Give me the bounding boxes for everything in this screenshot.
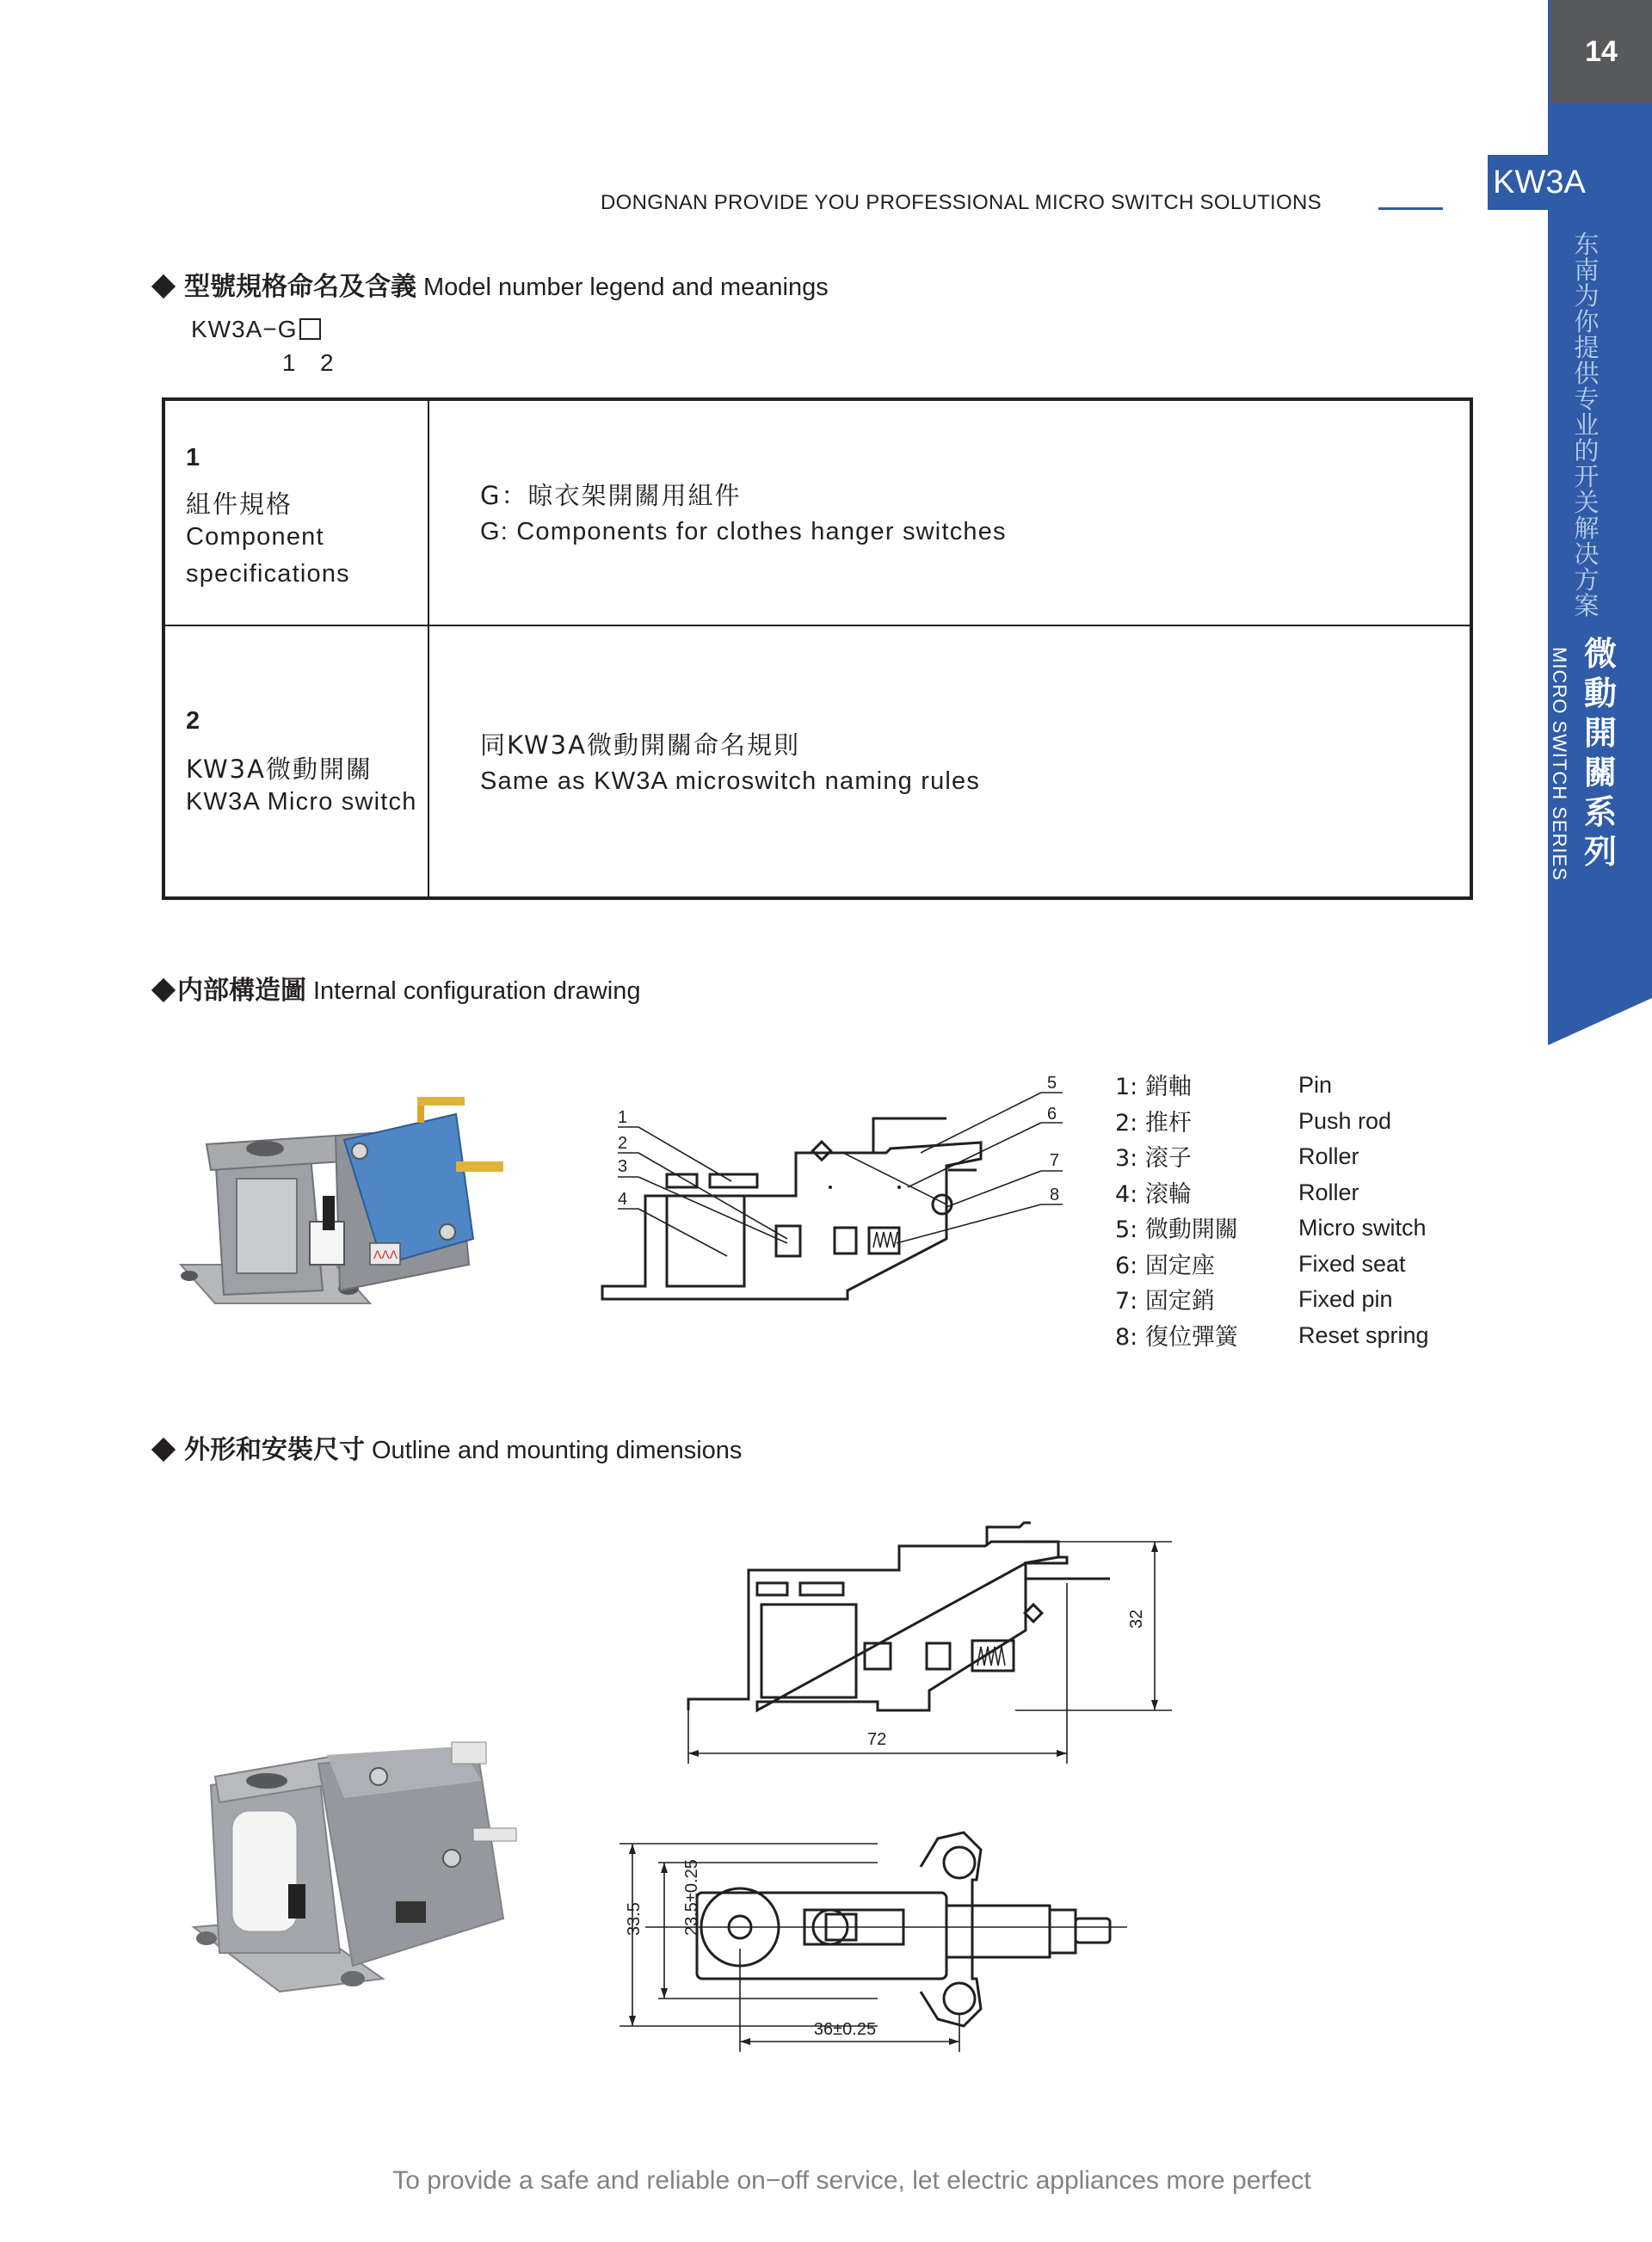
side-series-cn — [1581, 635, 1620, 872]
side-slogan-char: 关 — [1574, 490, 1600, 517]
product-photo-internal — [172, 1093, 559, 1333]
product-photo-outline — [168, 1729, 572, 2013]
dim-hole-spacing: 23.5±0.25 — [682, 1859, 701, 1936]
side-slogan-char: 方 — [1574, 567, 1600, 594]
outline-heading-cn: 外形和安裝尺寸 — [184, 1435, 365, 1465]
part-6-en: Fixed seat — [1298, 1250, 1406, 1277]
part-6-cn: 6: 固定座 — [1115, 1252, 1215, 1279]
part-1-cn: 1: 銷軸 — [1115, 1074, 1192, 1100]
row1-desc-en: G: Components for clothes hanger switches — [480, 518, 1007, 545]
dim-overall: 33.5 — [625, 1902, 644, 1936]
internal-heading-cn: 内部構造圖 — [177, 976, 306, 1006]
code-position-2: 2 — [320, 349, 334, 376]
row1-name-en-2: specifications — [186, 560, 350, 588]
outline-top-view — [620, 1828, 1153, 2069]
callout-6: 6 — [1047, 1105, 1057, 1124]
part-4-en: Roller — [1298, 1179, 1359, 1205]
side-slogan-char: 案 — [1574, 593, 1600, 620]
part-7-en: Fixed pin — [1298, 1286, 1393, 1312]
part-5-cn: 5: 微動開關 — [1115, 1216, 1238, 1243]
part-8-cn: 8: 復位彈簧 — [1115, 1323, 1238, 1351]
side-series-char: 列 — [1583, 835, 1617, 871]
callout-1: 1 — [618, 1108, 628, 1127]
side-series-char: 系 — [1583, 795, 1617, 831]
row1-desc-cn: G：晾衣架開關用組件 — [480, 481, 742, 510]
side-series-char: 微 — [1583, 637, 1617, 673]
part-2-en: Push rod — [1298, 1107, 1392, 1134]
outline-heading — [148, 1428, 742, 1466]
parts-list-cn — [1115, 1069, 1253, 1355]
table-divider-h — [165, 625, 1470, 626]
part-3-cn: 3: 滚子 — [1115, 1145, 1192, 1172]
callout-2: 2 — [618, 1134, 628, 1153]
callout-7: 7 — [1050, 1151, 1060, 1170]
side-slogan-char: 解 — [1574, 515, 1600, 543]
callout-4: 4 — [618, 1190, 628, 1209]
part-5-en: Micro switch — [1298, 1215, 1427, 1241]
row2-name-en: KW3A Micro switch — [186, 788, 417, 816]
parts-list-en — [1298, 1068, 1470, 1353]
dim-height: 32 — [1127, 1609, 1146, 1629]
dim-width: 72 — [867, 1730, 887, 1749]
row1-name-cn: 組件規格 — [186, 490, 293, 519]
row1-num: 1 — [186, 444, 200, 471]
part-4-cn: 4: 滚輪 — [1115, 1180, 1192, 1208]
part-2-cn: 2: 推杆 — [1115, 1109, 1192, 1136]
callout-3: 3 — [618, 1157, 628, 1176]
outline-side-view — [671, 1514, 1187, 1781]
side-slogan-char: 你 — [1574, 309, 1600, 336]
callout-8: 8 — [1050, 1186, 1060, 1204]
table-divider-v — [428, 401, 429, 896]
side-slogan-char: 专 — [1574, 386, 1600, 414]
diamond-bullet-icon — [151, 978, 176, 1002]
row1-name-en: Component — [186, 523, 324, 551]
tagline-rule — [1378, 207, 1443, 210]
side-series-char: 關 — [1583, 755, 1617, 791]
internal-heading-en: Internal configuration drawing — [313, 977, 641, 1005]
side-series-char: 開 — [1583, 716, 1617, 752]
row2-name-cn: KW3A微動開關 — [186, 755, 373, 784]
model-tab: KW3A — [1488, 155, 1591, 210]
part-8-en: Reset spring — [1298, 1321, 1429, 1348]
side-slogan-char: 业 — [1574, 412, 1600, 440]
side-slogan-char: 东 — [1574, 231, 1600, 259]
side-slogan-char: 供 — [1574, 360, 1600, 388]
part-3-en: Roller — [1298, 1143, 1359, 1169]
side-slogan-char: 为 — [1574, 283, 1600, 311]
side-series-char: 動 — [1583, 676, 1617, 712]
code-position-1: 1 — [282, 349, 296, 376]
legend-table — [162, 397, 1473, 900]
row2-num: 2 — [186, 707, 200, 735]
side-slogan-cn — [1571, 232, 1602, 619]
row2-desc-en: Same as KW3A microswitch naming rules — [480, 767, 981, 795]
page-number: 14 — [1550, 0, 1652, 103]
internal-drawing — [585, 1071, 1067, 1312]
code-box-icon — [299, 318, 321, 340]
dim-mount: 36±0.25 — [813, 2020, 877, 2039]
legend-heading — [148, 265, 829, 303]
callout-5: 5 — [1047, 1074, 1057, 1093]
model-code: KW3A−G — [191, 316, 298, 342]
part-1-en: Pin — [1298, 1072, 1333, 1098]
diamond-bullet-icon — [151, 1438, 176, 1462]
side-series-en: MICRO SWITCH SERIES — [1549, 647, 1570, 882]
side-slogan-char: 决 — [1574, 541, 1600, 569]
tagline: DONGNAN PROVIDE YOU PROFESSIONAL MICRO SWITCH SOLUTIONS — [601, 191, 1322, 214]
part-7-cn: 7: 固定銷 — [1115, 1288, 1215, 1315]
outline-heading-en: Outline and mounting dimensions — [372, 1437, 743, 1464]
side-slogan-char: 开 — [1574, 464, 1600, 491]
footer-slogan: To provide a safe and reliable on−off service, let electric appliances more perfect — [392, 2166, 1311, 2195]
side-slogan-char: 南 — [1574, 257, 1600, 285]
side-slogan-char: 的 — [1574, 438, 1600, 465]
legend-heading-en: Model number legend and meanings — [423, 274, 829, 301]
diamond-bullet-icon — [151, 274, 176, 299]
side-slogan-char: 提 — [1574, 335, 1600, 362]
row2-desc-cn: 同KW3A微動開關命名規則 — [480, 730, 800, 760]
internal-heading — [148, 969, 640, 1007]
legend-heading-cn: 型號規格命名及含義 — [184, 272, 416, 302]
svg-text:ΛΛΛ: ΛΛΛ — [373, 1247, 398, 1261]
